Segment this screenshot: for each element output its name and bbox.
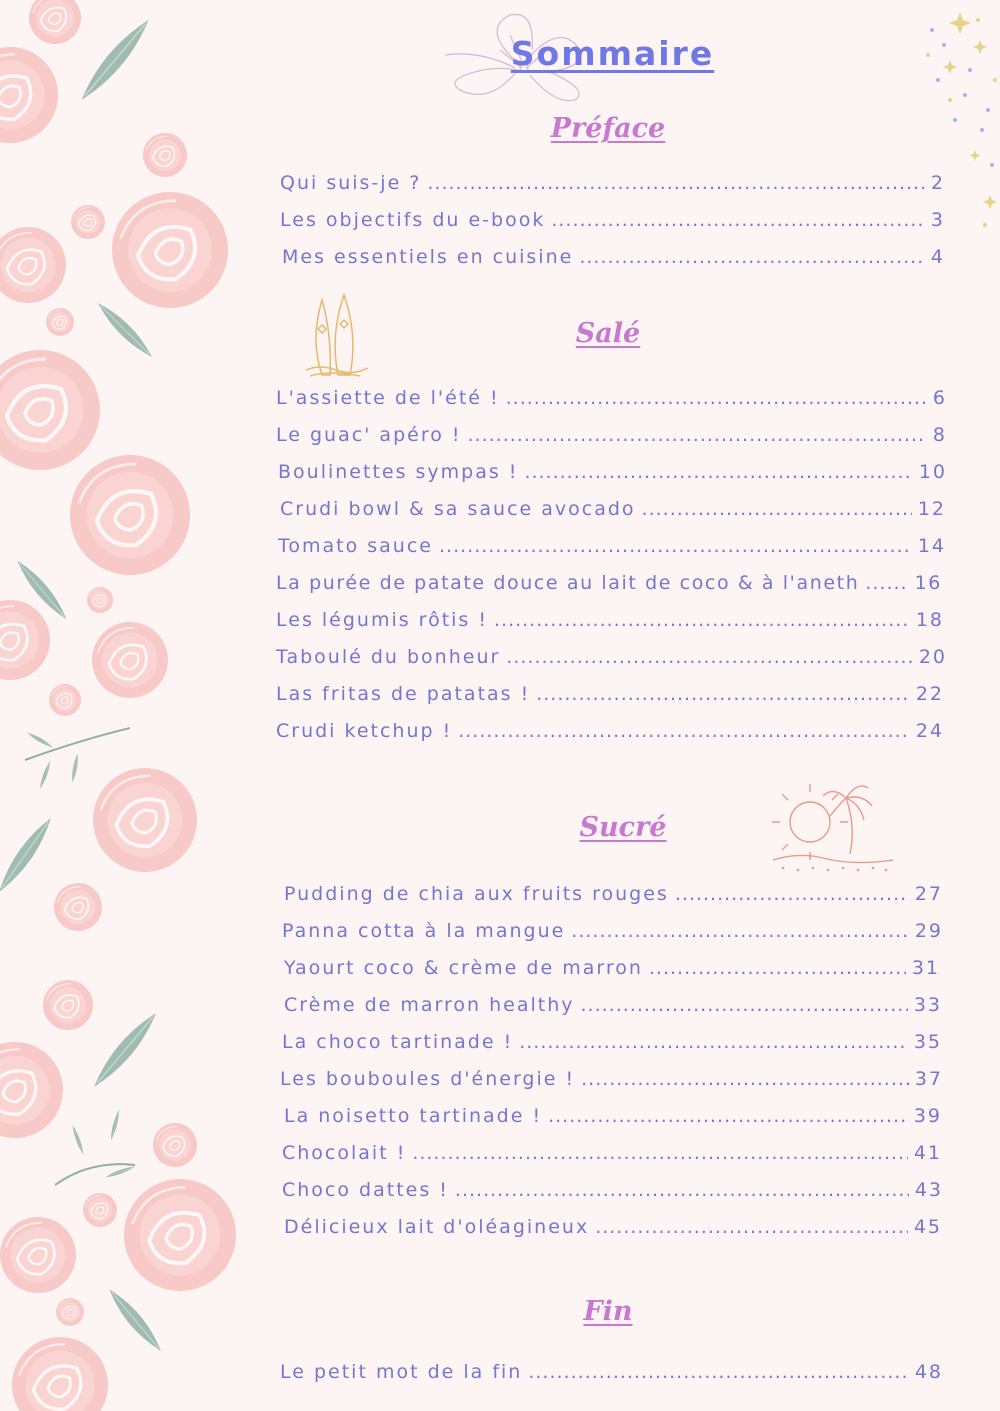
toc-entry[interactable] — [282, 1142, 942, 1172]
toc-entry[interactable] — [284, 883, 943, 913]
sparkle-icon — [920, 0, 1000, 240]
entry-page: 12 — [917, 498, 946, 520]
entry-page: 31 — [911, 957, 940, 979]
entry-label: Les objectifs du e-book — [280, 209, 546, 231]
entry-label: Choco dattes ! — [282, 1179, 449, 1201]
entry-page: 43 — [914, 1179, 943, 1201]
entry-label: Qui suis-je ? — [280, 172, 422, 194]
entry-label: Las fritas de patatas ! — [276, 683, 531, 705]
entry-label: Le petit mot de la fin — [280, 1361, 523, 1383]
leader-dots — [649, 957, 906, 979]
toc-entry[interactable] — [280, 172, 945, 202]
toc-entry[interactable] — [278, 461, 947, 491]
entry-label: Le guac' apéro ! — [276, 424, 462, 446]
leader-dots — [581, 994, 908, 1016]
leader-dots — [506, 387, 927, 409]
toc-entry[interactable] — [276, 609, 944, 639]
toc-entry[interactable] — [284, 957, 940, 987]
entry-label: Les bouboules d'énergie ! — [280, 1068, 576, 1090]
entry-page: 6 — [932, 387, 947, 409]
leader-dots — [548, 1105, 908, 1127]
entry-page: 18 — [915, 609, 944, 631]
leader-dots — [468, 424, 927, 446]
leader-dots — [506, 646, 913, 668]
entry-label: La choco tartinade ! — [282, 1031, 514, 1053]
leader-dots — [519, 1031, 908, 1053]
entry-page: 33 — [913, 994, 942, 1016]
rose-icon — [0, 0, 236, 1411]
toc-entry[interactable] — [278, 535, 946, 565]
leader-dots — [675, 883, 909, 905]
leader-dots — [455, 1179, 909, 1201]
floral-border — [0, 0, 250, 1411]
entry-page: 8 — [932, 424, 947, 446]
toc-entry[interactable] — [280, 498, 946, 528]
entry-label: Les légumis rôtis ! — [276, 609, 488, 631]
toc-entry[interactable] — [280, 209, 945, 239]
sun-palm-icon — [768, 776, 898, 876]
leader-dots — [571, 920, 909, 942]
entry-page: 4 — [930, 246, 945, 268]
entry-page: 45 — [913, 1216, 942, 1238]
entry-page: 20 — [918, 646, 947, 668]
toc-entry[interactable] — [282, 1031, 942, 1061]
leader-dots — [412, 1142, 908, 1164]
entry-page: 16 — [914, 572, 942, 594]
leader-dots — [528, 1361, 908, 1383]
entry-label: Crème de marron healthy — [284, 994, 575, 1016]
surfboard-icon — [300, 290, 372, 378]
entry-label: Boulinettes sympas ! — [278, 461, 519, 483]
entry-page: 37 — [914, 1068, 943, 1090]
entry-page: 22 — [915, 683, 944, 705]
entry-label: Tomato sauce — [278, 535, 433, 557]
entry-page: 41 — [913, 1142, 942, 1164]
leader-dots — [579, 246, 925, 268]
entry-label: La noisetto tartinade ! — [284, 1105, 543, 1127]
section-heading-fin: Fin — [583, 1296, 633, 1327]
entry-label: L'assiette de l'été ! — [276, 387, 500, 409]
entry-page: 48 — [914, 1361, 943, 1383]
entry-label: Délicieux lait d'oléagineux — [284, 1216, 590, 1238]
leader-dots — [551, 209, 925, 231]
entry-label: Crudi ketchup ! — [276, 720, 453, 742]
toc-entry[interactable] — [282, 920, 943, 950]
entry-label: Chocolait ! — [282, 1142, 407, 1164]
section-heading-preface: Préface — [550, 113, 666, 144]
entry-label: Yaourt coco & crème de marron — [284, 957, 643, 979]
toc-entry[interactable] — [276, 572, 942, 602]
toc-entry[interactable] — [282, 1179, 943, 1209]
toc-entry[interactable] — [280, 1361, 943, 1391]
leader-dots — [494, 609, 910, 631]
entry-page: 2 — [930, 172, 945, 194]
toc-entry[interactable] — [276, 646, 947, 676]
entry-label: Crudi bowl & sa sauce avocado — [280, 498, 636, 520]
leader-dots — [642, 498, 912, 520]
leader-dots — [524, 461, 912, 483]
entry-page: 10 — [918, 461, 947, 483]
toc-entry[interactable] — [276, 424, 947, 454]
section-heading-sucre: Sucré — [579, 812, 667, 843]
leader-dots — [581, 1068, 909, 1090]
toc-entry[interactable] — [276, 683, 944, 713]
toc-entry[interactable] — [284, 1105, 942, 1135]
toc-entry[interactable] — [282, 246, 945, 276]
leader-dots — [536, 683, 910, 705]
entry-page: 29 — [914, 920, 943, 942]
toc-entry[interactable] — [276, 720, 944, 750]
leader-dots — [427, 172, 925, 194]
entry-page: 27 — [914, 883, 943, 905]
entry-page: 35 — [913, 1031, 942, 1053]
toc-entry[interactable] — [280, 1068, 943, 1098]
leader-dots — [439, 535, 912, 557]
entry-page: 39 — [913, 1105, 942, 1127]
toc-entry[interactable] — [284, 1216, 942, 1246]
page-title: Sommaire — [510, 34, 715, 73]
toc-entry[interactable] — [276, 387, 947, 417]
entry-page: 24 — [915, 720, 944, 742]
entry-label: Pudding de chia aux fruits rouges — [284, 883, 669, 905]
entry-page: 3 — [930, 209, 945, 231]
entry-label: Mes essentiels en cuisine — [282, 246, 574, 268]
toc-entry[interactable] — [284, 994, 942, 1024]
leader-dots — [865, 572, 908, 594]
leader-dots — [595, 1216, 908, 1238]
entry-label: La purée de patate douce au lait de coco & à l'aneth — [276, 572, 860, 594]
leader-dots — [458, 720, 910, 742]
section-heading-sale: Salé — [575, 318, 641, 349]
entry-label: Panna cotta à la mangue — [282, 920, 566, 942]
entry-page: 14 — [917, 535, 946, 557]
entry-label: Taboulé du bonheur — [276, 646, 501, 668]
